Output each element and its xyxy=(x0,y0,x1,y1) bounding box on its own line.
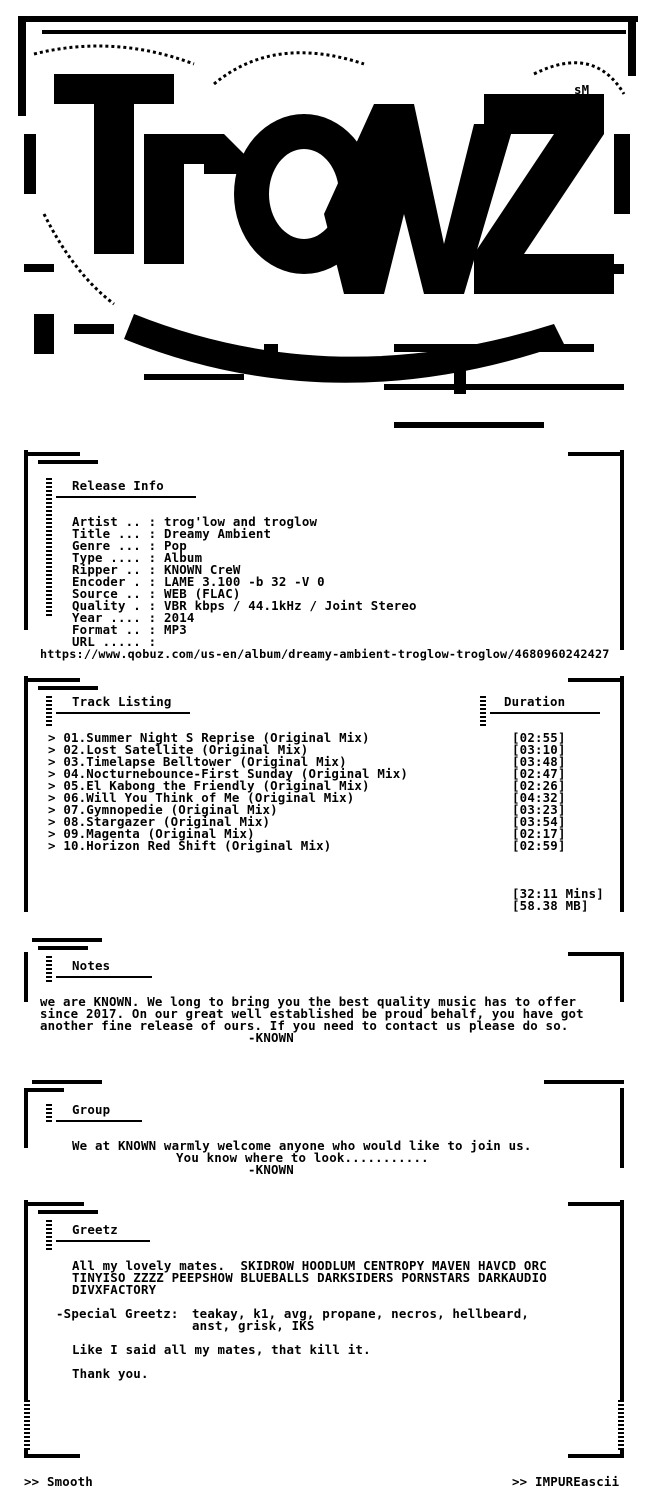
greetz-thanks: Thank you. xyxy=(72,1366,149,1381)
track-row: > 02.Lost Satellite (Original Mix) [03:10] xyxy=(48,742,566,757)
track-row: > 08.Stargazer (Original Mix) [03:54] xyxy=(48,814,566,829)
track-row: > 01.Summer Night S Reprise (Original Mix) [02:55] xyxy=(48,730,566,745)
info-row-source: Source .. : WEB (FLAC) xyxy=(72,586,241,601)
special-greetz-line: teakay, k1, avg, propane, necros, hellbeard, xyxy=(192,1306,530,1321)
info-row-ripper: Ripper .. : KNOWN CreW xyxy=(72,562,241,577)
track-row: > 04.Nocturnebounce-First Sunday (Original Mix) [02:47] xyxy=(48,766,566,781)
logo-art xyxy=(14,14,644,444)
info-row-title: Title ... : Dreamy Ambient xyxy=(72,526,272,541)
notes-line: since 2017. On our great well established be proud behalf, you have got xyxy=(40,1006,584,1021)
track-row: > 09.Magenta (Original Mix) [02:17] xyxy=(48,826,566,841)
group-sign: -KNOWN xyxy=(248,1162,294,1177)
release-url-link[interactable]: https://www.qobuz.com/us-en/album/dreamy-ambient-troglow-troglow/4680960242427 xyxy=(40,647,610,661)
notes-heading: Notes xyxy=(72,958,111,973)
info-row-year: Year .... : 2014 xyxy=(72,610,195,625)
greetz-line: TINYISO ZZZZ PEEPSHOW BLUEBALLS DARKSIDERS PORNSTARS DARKAUDIO xyxy=(72,1270,547,1285)
track-row: > 03.Timelapse Belltower (Original Mix) [03:48] xyxy=(48,754,566,769)
info-row-quality: Quality . : VBR kbps / 44.1kHz / Joint Stereo xyxy=(72,598,417,613)
info-row-artist: Artist .. : trog'low and troglow xyxy=(72,514,318,529)
release-info-list xyxy=(72,516,417,648)
info-row-format: Format .. : MP3 xyxy=(72,622,187,637)
group-line: You know where to look........... xyxy=(176,1150,429,1165)
track-row: > 07.Gymnopedie (Original Mix) [03:23] xyxy=(48,802,566,817)
special-greetz-label: -Special Greetz: xyxy=(56,1306,179,1321)
notes-text xyxy=(40,996,584,1032)
notes-line: we are KNOWN. We long to bring you the best quality music has to offer xyxy=(40,994,577,1009)
greetz-box xyxy=(24,1200,624,1458)
track-row: > 05.El Kabong the Friendly (Original Mix) [02:26] xyxy=(48,778,566,793)
greetz-text xyxy=(72,1260,547,1296)
footer-right-credit: >> IMPUREascii xyxy=(512,1474,620,1489)
info-row-encoder: Encoder . : LAME 3.100 -b 32 -V 0 xyxy=(72,574,325,589)
info-row-type: Type .... : Album xyxy=(72,550,203,565)
track-row: > 10.Horizon Red Shift (Original Mix) [02:59] xyxy=(48,838,566,853)
greetz-heading: Greetz xyxy=(72,1222,118,1237)
total-size: [58.38 MB] xyxy=(512,898,589,913)
special-greetz-line: anst, grisk, IKS xyxy=(192,1318,315,1333)
greetz-line: All my lovely mates. SKIDROW HOODLUM CENTROPY MAVEN HAVCD ORC xyxy=(72,1258,547,1273)
notes-sign: -KNOWN xyxy=(248,1030,294,1045)
duration-heading: Duration xyxy=(504,694,566,709)
group-line: We at KNOWN warmly welcome anyone who would like to join us. xyxy=(72,1138,532,1153)
greetz-line: DIVXFACTORY xyxy=(72,1282,157,1297)
logo-signature: sM xyxy=(574,82,590,97)
ascii-logo xyxy=(14,14,644,444)
notes-line: another fine release of ours. If you need to contact us please do so. xyxy=(40,1018,569,1033)
info-row-genre: Genre ... : Pop xyxy=(72,538,187,553)
track-row: > 06.Will You Think of Me (Original Mix) [04:32] xyxy=(48,790,566,805)
footer-left-credit: >> Smooth xyxy=(24,1474,93,1489)
info-row-url: URL ..... : xyxy=(72,634,157,649)
release-info-heading: Release Info xyxy=(72,478,164,493)
greetz-outro: Like I said all my mates, that kill it. xyxy=(72,1342,371,1357)
track-list xyxy=(48,732,608,852)
total-time: [32:11 Mins] xyxy=(512,886,604,901)
track-listing-heading: Track Listing xyxy=(72,694,172,709)
group-heading: Group xyxy=(72,1102,111,1117)
